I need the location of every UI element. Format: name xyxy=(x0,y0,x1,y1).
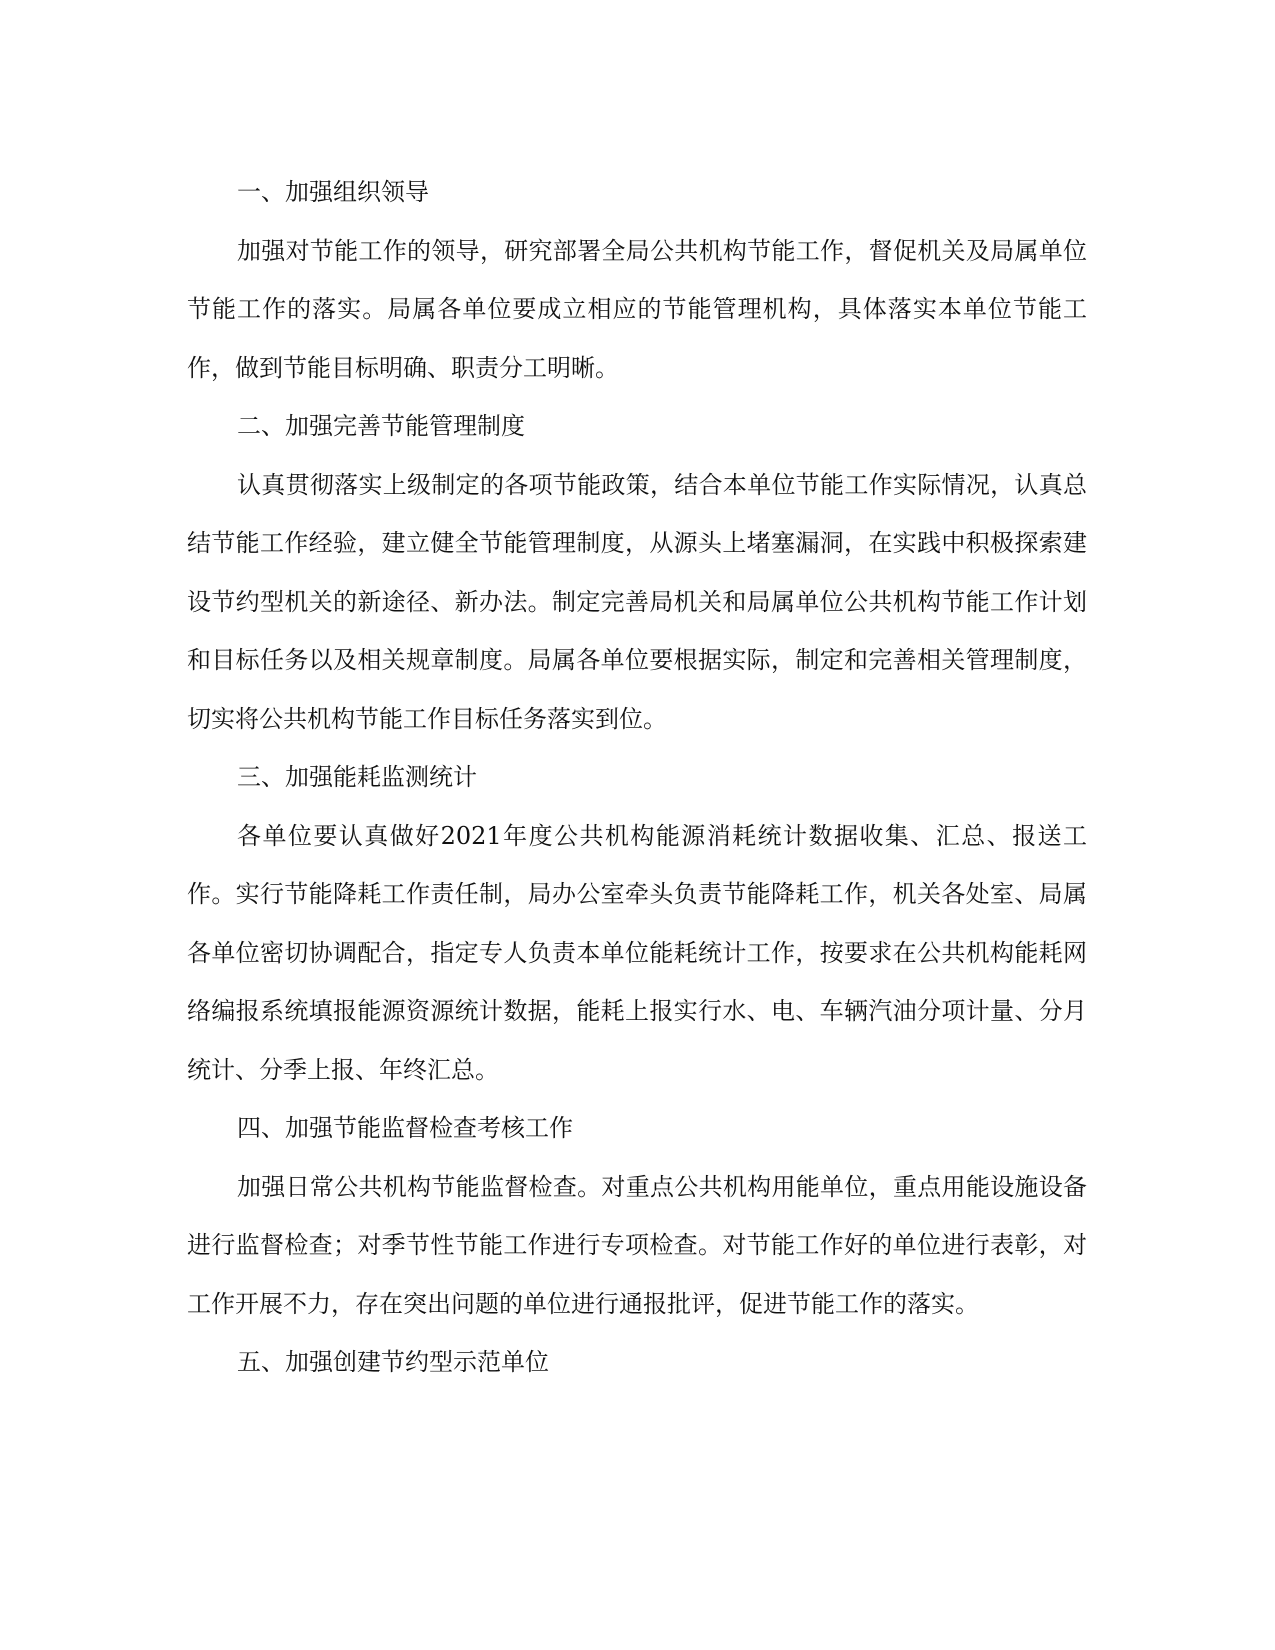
section-heading-5: 五、加强创建节约型示范单位 xyxy=(237,1348,549,1376)
section-body-4: 加强日常公共机构节能监督检查。对重点公共机构用能单位，重点用能设施设备进行监督检查；对季节性节能工作进行专项检查。对节能工作好的单位进行表彰，对工作开展不力，存在突出问题的单位进行通报批评，促进节能工作的落实。 xyxy=(187,1172,1087,1318)
section-body-3: 各单位要认真做好2021年度公共机构能源消耗统计数据收集、汇总、报送工作。实行节能降耗工作责任制，局办公室牵头负责节能降耗工作，机关各处室、局属各单位密切协调配合，指定专人负责本单位能耗统计工作，按要求在公共机构能耗网络编报系统填报能源资源统计数据，能耗上报实行水、电、车辆汽油分项计量、分月统计、分季上报、年终汇总。 xyxy=(187,821,1087,1084)
section-heading-4: 四、加强节能监督检查考核工作 xyxy=(237,1114,573,1142)
section-heading-2: 二、加强完善节能管理制度 xyxy=(237,412,525,440)
section-body-2: 认真贯彻落实上级制定的各项节能政策，结合本单位节能工作实际情况，认真总结节能工作经验，建立健全节能管理制度，从源头上堵塞漏洞，在实践中积极探索建设节约型机关的新途径、新办法。制定完善局机关和局属单位公共机构节能工作计划和目标任务以及相关规章制度。局属各单位要根据实际，制定和完善相关管理制度，切实将公共机构节能工作目标任务落实到位。 xyxy=(187,470,1087,733)
section-heading-3: 三、加强能耗监测统计 xyxy=(237,763,477,791)
section-body-1: 加强对节能工作的领导，研究部署全局公共机构节能工作，督促机关及局属单位节能工作的落实。局属各单位要成立相应的节能管理机构，具体落实本单位节能工作，做到节能目标明确、职责分工明晰。 xyxy=(187,236,1087,382)
document-body xyxy=(187,163,1087,1392)
section-heading-1: 一、加强组织领导 xyxy=(237,178,429,206)
